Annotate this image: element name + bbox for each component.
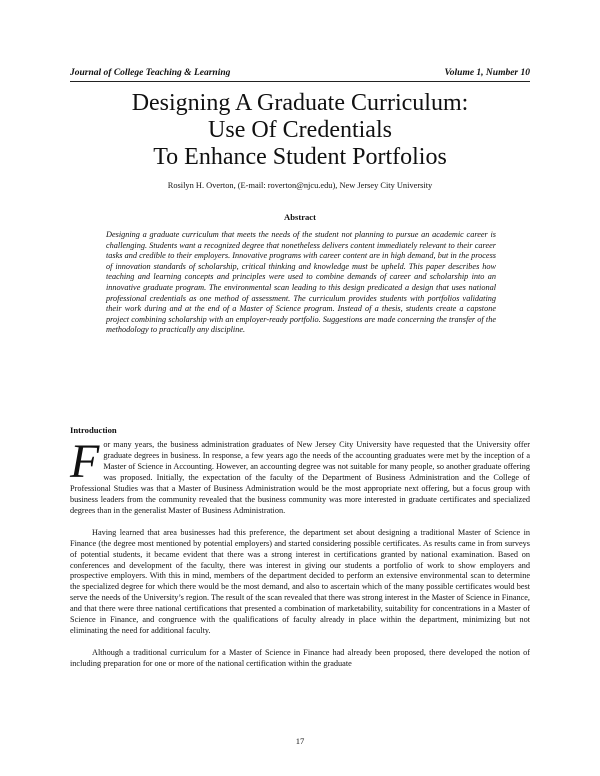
journal-name: Journal of College Teaching & Learning bbox=[70, 68, 231, 78]
abstract-text: Designing a graduate curriculum that meets the needs of the student not planning to pursue an academic career is challenging. Students want a recognized degree that nonetheless delivers content immediately relevant to their career tasks and credible to their employers. Innovative programs with career content are in high demand, but in the process of innovation standards of scholarship, critical thinking and knowledge must be upheld. This paper describes how teaching and learning concepts and principles were used to combine demands of career and scholarship into an innovative graduate program. The environmental scan leading to this design predicated a design that uses national professional credentials as one method of assessment. The curriculum provides students with portfolios validating their work during and at the end of a Master of Science program. Instead of a thesis, students create a capstone project combining scholarship with an employer-ready portfolio. Suggestions are made concerning the transfer of the methodology to practically any discipline. bbox=[106, 230, 496, 335]
introduction-heading: Introduction bbox=[70, 425, 117, 435]
title-line-2: Use Of Credentials bbox=[208, 117, 392, 143]
paragraph-2: Having learned that area businesses had this preference, the department set about designing a traditional Master of Science in Finance (the degree most mentioned by potential employers) and started considering possible certificates. As results came in from surveys of potential students, it became evident that there was a strong interest in certifications granted by national examination. Based on conferences and development of the faculty, there was interest in giving our students a portfolio of work to show employers and prospective employers. With this in mind, members of the department decided to perform an extensive environmental scan to determine the specialized degree for which there would be the most demand, and also to ascertain which of the many possible certificates would best serve the needs of the University’s region. The result of the scan revealed that there was strong interest in the Master of Science in Finance, and that there were three national certifications that presented a combination of marketability, suitability for concentrations in a Master of Science in Finance, and congruence with the qualifications of faculty already in place within the department, minimizing but not eliminating the need for additional faculty. bbox=[70, 527, 530, 636]
drop-cap: F bbox=[70, 435, 100, 488]
paragraph-1-text: or many years, the business administration graduates of New Jersey City University have requested that the University offer graduate degrees in business. In response, a few years ago the needs of the accounting graduates were met by the inception of a Master of Science in Accounting. However, an accounting degree was not suitable for many people, so another graduate offering was proposed. Initially, the expectation of the faculty of the Department of Business Administration and the College of Professional Studies was that a Master of Business Administration would be the most appropriate next offering, but a focus group with business leaders from the community revealed that the business community was more interested in graduate certificates and specialized degrees than in the generalist Master of Business Administration. bbox=[70, 440, 530, 515]
paragraph-3: Although a traditional curriculum for a Master of Science in Finance had already been proposed, there developed the notion of including preparation for one or more of the national certification within the graduate bbox=[70, 648, 530, 669]
running-header bbox=[70, 68, 530, 78]
title-line-3: To Enhance Student Portfolios bbox=[153, 144, 447, 170]
author-line: Rosilyn H. Overton, (E-mail: roverton@njcu.edu), New Jersey City University bbox=[167, 181, 433, 190]
paragraph-1 bbox=[70, 435, 530, 517]
paper-title bbox=[70, 90, 530, 171]
header-rule bbox=[70, 81, 530, 82]
abstract-heading: Abstract bbox=[284, 212, 316, 222]
introduction-body bbox=[70, 435, 530, 681]
title-line-1: Designing A Graduate Curriculum: bbox=[131, 90, 469, 116]
page-number: 17 bbox=[295, 736, 305, 746]
volume-number: Volume 1, Number 10 bbox=[444, 68, 530, 78]
